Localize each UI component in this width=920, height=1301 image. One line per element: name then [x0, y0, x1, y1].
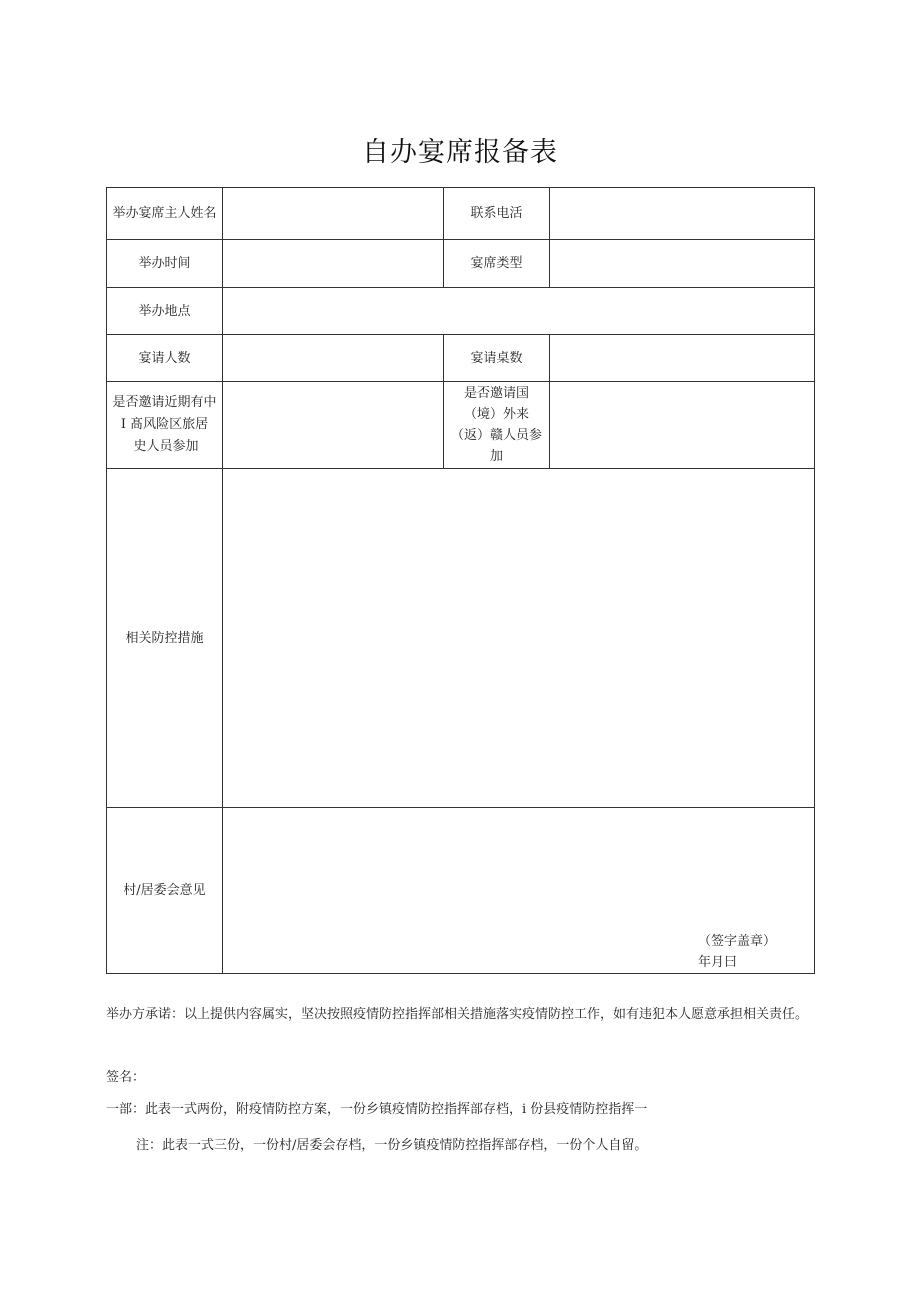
abroad-label-line: 是否邀请国	[463, 386, 529, 401]
note-line-2: 注：此表一式三份，一份村/居委会存档，一份乡镇疫情防控指挥部存档，一份个人自留。	[136, 1138, 648, 1153]
row-host	[107, 188, 815, 240]
host-name-label: 举办宴席主人姓名	[107, 188, 223, 240]
row-guests	[107, 335, 815, 382]
risk-label-line: I 髙风险区旅居	[120, 417, 209, 432]
signature-label: 签名：	[106, 1070, 146, 1085]
abroad-label	[444, 382, 550, 469]
form-title: 自办宴席报备表	[362, 137, 558, 168]
signature-seal-text: （签字盖章）	[697, 934, 776, 949]
abroad-label-line: （返）赣人员参	[450, 428, 542, 443]
place-field[interactable]	[223, 288, 815, 335]
guests-label: 宴请人数	[107, 335, 223, 382]
type-field[interactable]	[550, 240, 815, 288]
abroad-field[interactable]	[550, 382, 815, 469]
row-measures	[107, 469, 815, 808]
place-label: 举办地点	[107, 288, 223, 335]
risk-label-line: 史人员参加	[133, 439, 199, 454]
risk-area-label	[107, 382, 223, 469]
date-text: 年月曰	[698, 955, 738, 970]
note-line-1: 一部：此表一式两份，附疫情防控方案，一份乡镇疫情防控指挥部存档，i 份县疫情防控指挥一	[106, 1102, 648, 1117]
phone-field[interactable]	[550, 188, 815, 240]
time-field[interactable]	[223, 240, 444, 288]
opinion-label: 村/居委会意见	[107, 808, 223, 974]
measures-field[interactable]	[223, 469, 815, 808]
phone-label: 联系电活	[444, 188, 550, 240]
abroad-label-line: （境）外来	[463, 407, 529, 422]
type-label: 宴席类型	[444, 240, 550, 288]
row-opinion	[107, 808, 815, 974]
host-name-field[interactable]	[223, 188, 444, 240]
row-place	[107, 288, 815, 335]
abroad-label-line: 加	[489, 449, 503, 464]
banquet-report-form	[106, 187, 815, 974]
measures-label: 相关防控措施	[107, 469, 223, 808]
risk-label-line: 是否邀请近期有中	[112, 395, 217, 410]
risk-area-field[interactable]	[223, 382, 444, 469]
tables-label: 宴请桌数	[444, 335, 550, 382]
guests-field[interactable]	[223, 335, 444, 382]
row-risk	[107, 382, 815, 469]
opinion-field[interactable]	[223, 808, 815, 974]
tables-field[interactable]	[550, 335, 815, 382]
row-time	[107, 240, 815, 288]
organizer-pledge: 举办方承诺：以上提供内容属实，坚决按照疫情防控指挥部相关措施落实疫情防控工作，如有违犯本人愿意承担相关责任。	[106, 1007, 809, 1022]
time-label: 举办时间	[107, 240, 223, 288]
